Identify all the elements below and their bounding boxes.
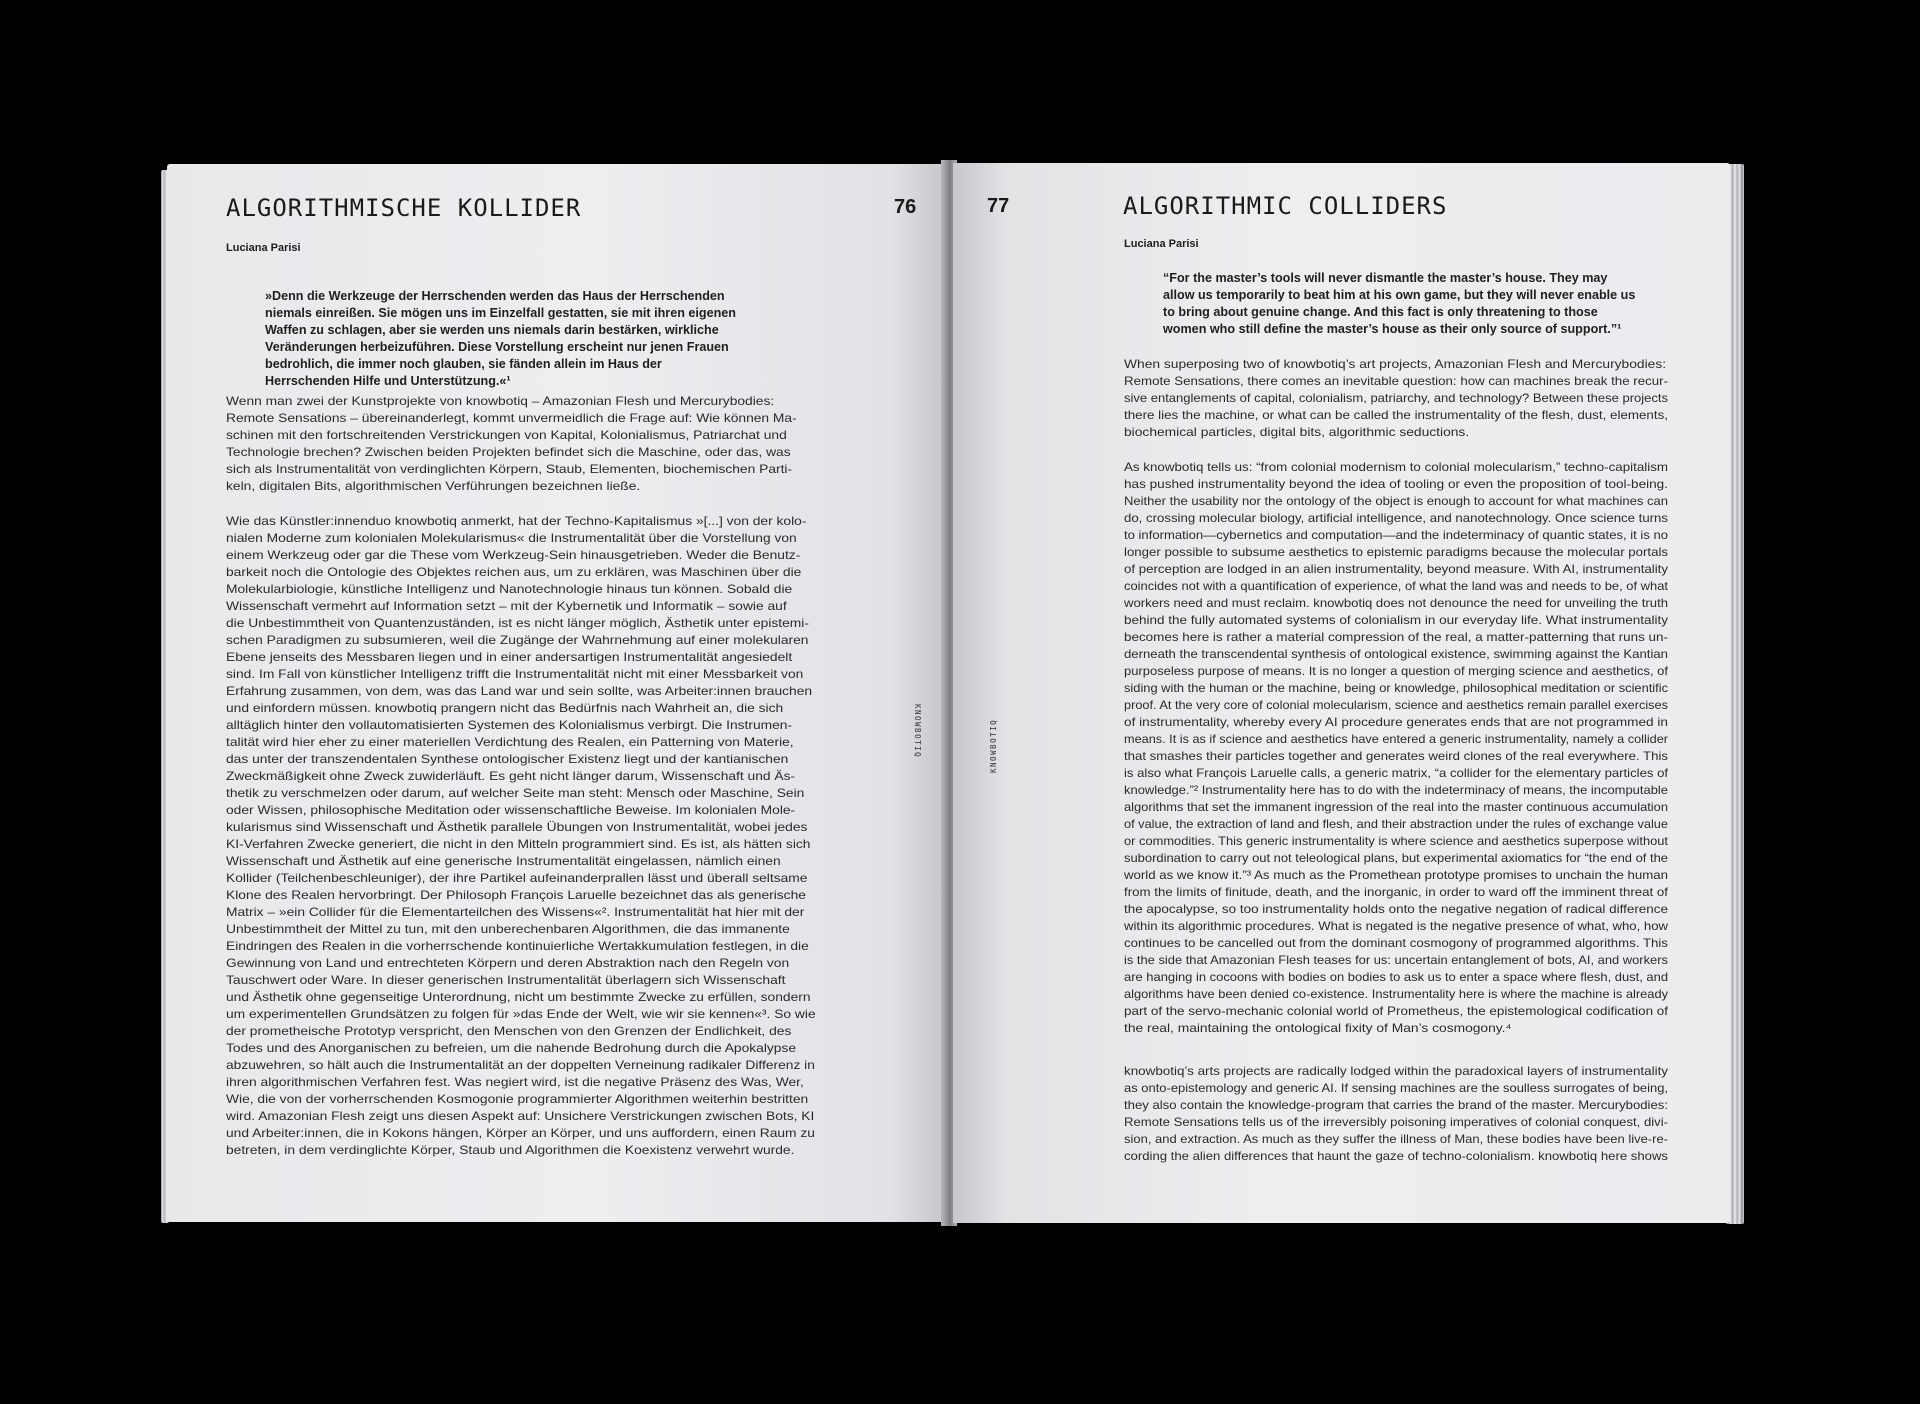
text-line: schen Paradigmen zu subsumieren, weil die Zugänge der Wahrnehmung auf einer molekularen <box>226 633 809 647</box>
right-paragraph-1 <box>1124 356 1669 441</box>
right-paragraph-2 <box>1124 459 1669 1037</box>
text-line: derneath the transcendental synthesis of ontological existence, swimming against the Kantian <box>1124 647 1668 661</box>
text-line: of instrumentality, whereby every AI procedure generates ends that are not programmed in <box>1124 715 1668 729</box>
text-line: that smashes their particles together and generates weird clones of the real everywhere. This <box>1124 749 1668 763</box>
text-line: knowbotiq’s arts projects are radically lodged within the paradoxical layers of instrumentality <box>1124 1064 1669 1078</box>
text-line: cording the alien differences that haunt the gaze of techno-colonialism. knowbotiq here shows <box>1124 1149 1668 1163</box>
text-line: of value, the extraction of land and flesh, and their abstraction under the rules of exchange value <box>1124 817 1669 831</box>
text-line: part of the servo-mechanic colonial world of Prometheus, the epistemological codification of <box>1124 1004 1669 1018</box>
text-line: das unter der transzendentalen Synthese ontologischer Existenz liegt und der kantianischen <box>226 752 789 766</box>
left-paragraph-2 <box>226 513 816 1159</box>
text-line: die Unbestimmtheit von Quantenzuständen, ist es nicht länger möglich, Ästhetik unter epistemi- <box>226 616 809 630</box>
text-line: um experimentellen Grundsätzen zu folgen für »das Ende der Welt, wie wir sie kennen«³. So wie <box>226 1007 816 1021</box>
text-line: longer possible to subsume aesthetics to epistemic paradigms because the molecular portals <box>1124 545 1668 559</box>
text-line: as onto-epistemology and generic AI. If sensing machines are the soulless surrogates of being, <box>1124 1081 1669 1095</box>
text-line: siding with the human or the machine, being or knowledge, philosophical meditation or scientific <box>1124 681 1669 695</box>
text-line: the real, maintaining the ontological fixity of Man’s cosmogony.⁴ <box>1124 1021 1512 1035</box>
text-line: abzuwehren, so hält auch die Instrumentalität an der doppelten Verneinung radikaler Differenz in <box>226 1058 815 1072</box>
text-line: Gewinnung von Land und entrechteten Körpern und deren Abstraktion nach den Regeln von <box>226 956 790 970</box>
text-line: or commodities. This generic instrumentality is where science and aesthetics superpose without <box>1124 834 1668 848</box>
text-line: betreten, in dem verdinglichte Körper, Staub und Algorithmen die Koexistenz verwehrt wurde. <box>226 1143 795 1157</box>
text-line: Tauschwert oder Ware. In dieser generischen Instrumentalität überlagern sich Wissenschaft <box>226 973 786 987</box>
text-line: sind. Im Fall von künstlicher Intelligenz trifft die Instrumentalität nicht mit einer Messbarkeit von <box>226 667 804 681</box>
text-line: there lies the machine, or what can be called the instrumentality of the flesh, dust, elements, <box>1124 408 1668 422</box>
text-line: Kollider (Teilchenbeschleuniger), der ihre Partikel aufeinanderprallen lässt und überall seltsame <box>226 871 808 885</box>
text-line: Wie, die von der vorherrschenden Kosmogonie programmierter Algorithmen weiterhin bestritten <box>226 1092 809 1106</box>
text-line: alltäglich hinter den vollautomatisierten Systemen des Kolonialismus verbirgt. Die Instrumen- <box>226 718 793 732</box>
text-line: is also what François Laruelle calls, a generic matrix, “a collider for the elementary particles of <box>1124 766 1669 780</box>
left-page-author: Luciana Parisi <box>226 242 301 254</box>
text-line: niemals einreißen. Sie mögen uns im Einzelfall gestatten, sie mit ihren eigenen <box>265 306 736 320</box>
text-line: KI-Verfahren Zwecke generiert, die nicht in den Mitteln programmiert sind. Es ist, als hätten sich <box>226 837 811 851</box>
text-line: Klone des Realen hervorbringt. Der Philosoph François Laruelle bezeichnet das als generische <box>226 888 806 902</box>
left-page-title: ALGORITHMISCHE KOLLIDER <box>226 194 582 222</box>
text-line: world as we know it.”³ As much as the Promethean prototype promises to unchain the human <box>1124 868 1668 882</box>
text-line: algorithms that set the immanent ingression of the real into the master continuous accumulation <box>1124 800 1668 814</box>
text-line: oder Wissen, philosophische Meditation oder wissenschaftliche Beweise. Im kolonialen Mole- <box>226 803 796 817</box>
text-line: are hanging in cocoons with bodies on bodies to ask us to enter a space where flesh, dust, and <box>1124 970 1669 984</box>
text-line: »Denn die Werkzeuge der Herrschenden werden das Haus der Herrschenden <box>265 289 725 303</box>
text-line: Molekularbiologie, künstliche Intelligenz und Nanotechnologie hinaus tun können. Sobald die <box>226 582 793 596</box>
text-line: continues to be cancelled out from the dominant cosmogony of programmed algorithms. This <box>1124 936 1668 950</box>
text-line: Matrix – »ein Collider für die Elementarteilchen des Wissens«². Instrumentalität hat hier mit der <box>226 905 805 919</box>
right-page-number: 77 <box>987 195 1010 217</box>
text-line: subordination to carry out not teleological plans, but experimental axiomatics for “the end of the <box>1124 851 1668 865</box>
text-line: allow us temporarily to beat him at his own game, but they will never enable us <box>1163 288 1636 302</box>
left-side-label: KNOWBOTIQ <box>913 704 922 759</box>
text-line: Wenn man zwei der Kunstprojekte von knowbotiq – Amazonian Flesh und Mercurybodies: <box>226 394 775 408</box>
text-line: schinen mit den fortschreitenden Verstrickungen von Kapital, Kolonialismus, Patriarchat und <box>226 428 787 442</box>
text-line: Unbestimmtheit der Mittel zu tun, mit den unberechenbaren Algorithmen, die das immanente <box>226 922 790 936</box>
text-line: becomes here is rather a material compression of the real, a matter-patterning that runs un- <box>1124 630 1668 644</box>
text-line: Wie das Künstler:innenduo knowbotiq anmerkt, hat der Techno-Kapitalismus »[...] von der kolo- <box>226 514 807 528</box>
right-page-title: ALGORITHMIC COLLIDERS <box>1123 192 1448 220</box>
text-line: Technologie brechen? Zwischen beiden Projekten befindet sich die Maschine, oder das, was <box>226 445 791 459</box>
text-line: behind the fully automated systems of colonialism in our everyday life. What instrumentality <box>1124 613 1669 627</box>
text-line: Erfahrung zusammen, von dem, was das Land war und sein sollte, was Arbeiter:innen brauchen <box>226 684 813 698</box>
text-line: means. It is as if science and aesthetics have entered a generic instrumentality, namely a collider <box>1124 732 1669 746</box>
text-line: Remote Sensations tells us of the irreversibly poisoning imperatives of colonial conquest, divi- <box>1124 1115 1669 1129</box>
text-line: workers need and must reclaim. knowbotiq does not denounce the need for unveiling the truth <box>1124 596 1669 610</box>
right-paragraph-3 <box>1124 1063 1669 1165</box>
text-line: Herrschenden Hilfe und Unterstützung.«¹ <box>265 374 511 388</box>
text-line: thetik zu verschmelzen oder darum, auf welcher Seite man steht: Mensch oder Maschine, Sein <box>226 786 805 800</box>
text-line: to information—cybernetics and computation—and the indeterminacy of quantic states, it is no <box>1124 528 1669 542</box>
left-paragraph-1 <box>226 393 797 495</box>
text-line: sich als Instrumentalität von verdinglichten Körpern, Staub, Elementen, biochemischen Parti- <box>226 462 793 476</box>
text-line: biochemical particles, digital bits, algorithmic seductions. <box>1124 425 1470 439</box>
text-line: Todes und des Anorganischen zu befreien, um die nahende Bedrohung durch die Apokalypse <box>226 1041 797 1055</box>
text-line: Waffen zu schlagen, aber sie werden uns niemals darin bestärken, wirkliche <box>265 323 719 337</box>
right-side-label: KNOWBOTIQ <box>989 718 998 773</box>
text-line: do, crossing molecular biology, artificial intelligence, and nanotechnology. Once science turns <box>1124 511 1668 525</box>
text-line: wird. Amazonian Flesh zeigt uns diesen Aspekt auf: Unsichere Verstrickungen zwischen Bots, KI <box>226 1109 815 1123</box>
text-line: Remote Sensations, there comes an inevitable question: how can machines break the recur- <box>1124 374 1669 388</box>
text-line: proof. At the very core of colonial molecularism, science and aesthetics remain parallel exercises <box>1124 698 1668 712</box>
text-line: sion, and extraction. As much as they suffer the illness of Man, these bodies have been live-re- <box>1124 1132 1669 1146</box>
text-line: bedrohlich, die immer noch glauben, sie fänden allein im Haus der <box>265 357 662 371</box>
text-line: has pushed instrumentality beyond the idea of tooling or even the proposition of tool-being. <box>1124 477 1668 491</box>
left-page <box>167 164 945 1222</box>
text-line: When superposing two of knowbotiq’s art projects, Amazonian Flesh and Mercurybodies: <box>1124 357 1667 371</box>
text-line: barkeit noch die Ontologie des Objektes reichen aus, um zu erklären, was Maschinen über die <box>226 565 802 579</box>
text-line: the apocalypse, so too instrumentality holds onto the negative negation of radical difference <box>1124 902 1668 916</box>
text-line: Wissenschaft und Ästhetik auf eine generische Instrumentalität eingelassen, nämlich einen <box>226 854 781 868</box>
text-line: to bring about genuine change. And this fact is only threatening to those <box>1163 305 1598 319</box>
left-page-number: 76 <box>894 196 917 218</box>
text-line: “For the master’s tools will never dismantle the master’s house. They may <box>1163 271 1608 285</box>
left-epigraph <box>265 288 736 390</box>
text-line: Remote Sensations – übereinanderlegt, kommt unvermeidlich die Frage auf: Wie können Ma- <box>226 411 797 425</box>
text-line: keln, digitalen Bits, algorithmischen Verführungen bezeichnen ließe. <box>226 479 641 493</box>
text-line: Zweckmäßigkeit ohne Zweck zuwiderläuft. Es geht nicht länger darum, Wissenschaft und Äs- <box>226 769 796 783</box>
text-line: As knowbotiq tells us: “from colonial modernism to colonial molecularism,” techno-capitalism <box>1124 460 1669 474</box>
text-line: und Arbeiter:innen, die in Kokons hängen, Körper an Körper, und uns auffordern, einen Raum zu <box>226 1126 815 1140</box>
text-line: Veränderungen herbeizuführen. Diese Vorstellung erscheint nur jenen Frauen <box>265 340 729 354</box>
text-line: coincides not with a quantification of experience, of what the land was and needs to be, of what <box>1124 579 1668 593</box>
text-line: Eindringen des Realen in die vorherrschende kontinuierliche Wertakkumulation festlegen, in die <box>226 939 809 953</box>
right-page <box>953 163 1730 1223</box>
right-page-author: Luciana Parisi <box>1124 238 1199 250</box>
text-line: der prometheische Prototyp verspricht, den Menschen von den Grenzen der Endlichkeit, des <box>226 1024 792 1038</box>
text-line: Wissenschaft vermehrt auf Information setzt – mit der Kybernetik und Informatik – sowie auf <box>226 599 787 613</box>
text-line: Ebene jenseits des Messbaren liegen und in einer andersartigen Instrumentalität angesiedelt <box>226 650 793 664</box>
right-epigraph <box>1163 270 1635 338</box>
text-line: nialen Moderne zum kolonialen Molekularismus« die Instrumentalität über die Vorstellung von <box>226 531 797 545</box>
text-line: is the side that Amazonian Flesh teases for us: uncertain entanglement of bots, AI, and workers <box>1124 953 1669 967</box>
text-line: within its algorithmic procedures. What is negated is the negative presence of what, who, how <box>1124 919 1668 933</box>
text-line: of perception are lodged in an alien instrumentality, beyond measure. With AI, instrumentality <box>1124 562 1669 576</box>
text-line: talität wird hier eher zu einer materiellen Verdichtung des Realen, ein Patterning von Materie, <box>226 735 794 749</box>
text-line: und einfordern müssen. knowbotiq prangern nicht das Bedürfnis nach Wahrheit an, die sich <box>226 701 784 715</box>
text-line: from the limits of finitude, death, and the inorganic, in order to ward off the imminent threat of <box>1124 885 1669 899</box>
text-line: women who still define the master’s house as their only source of support.”¹ <box>1163 322 1622 336</box>
text-line: kularismus sind Wissenschaft und Ästhetik parallele Übungen von Instrumentalität, wobei jedes <box>226 820 808 834</box>
text-line: sive entanglements of capital, colonialism, patriarchy, and technology? Between these projects <box>1124 391 1668 405</box>
text-line: purposeless purpose of means. It is no longer a question of merging science and aesthetics, of <box>1124 664 1669 678</box>
text-line: they also contain the knowledge-program that carries the brand of the master. Mercurybodies: <box>1124 1098 1668 1112</box>
text-line: und Ästhetik ohne gegenseitige Unterordnung, nicht um bestimmte Zwecke zu erfüllen, sondern <box>226 990 811 1004</box>
text-line: einem Werkzeug oder gar die These vom Werkzeug-Sein hinausgetrieben. Weder die Benutz- <box>226 548 801 562</box>
text-line: algorithms have been denied co-existence. Instrumentality here is where the machine is already <box>1124 987 1669 1001</box>
text-line: Neither the usability nor the ontology of the object is enough to account for what machines can <box>1124 494 1669 508</box>
text-line: knowledge.”² Instrumentality here has to do with the indeterminacy of means, the incomputable <box>1124 783 1668 797</box>
text-line: ihren algorithmischen Verfahren fest. Was negiert wird, ist die negative Präsenz des Was, Wer, <box>226 1075 804 1089</box>
